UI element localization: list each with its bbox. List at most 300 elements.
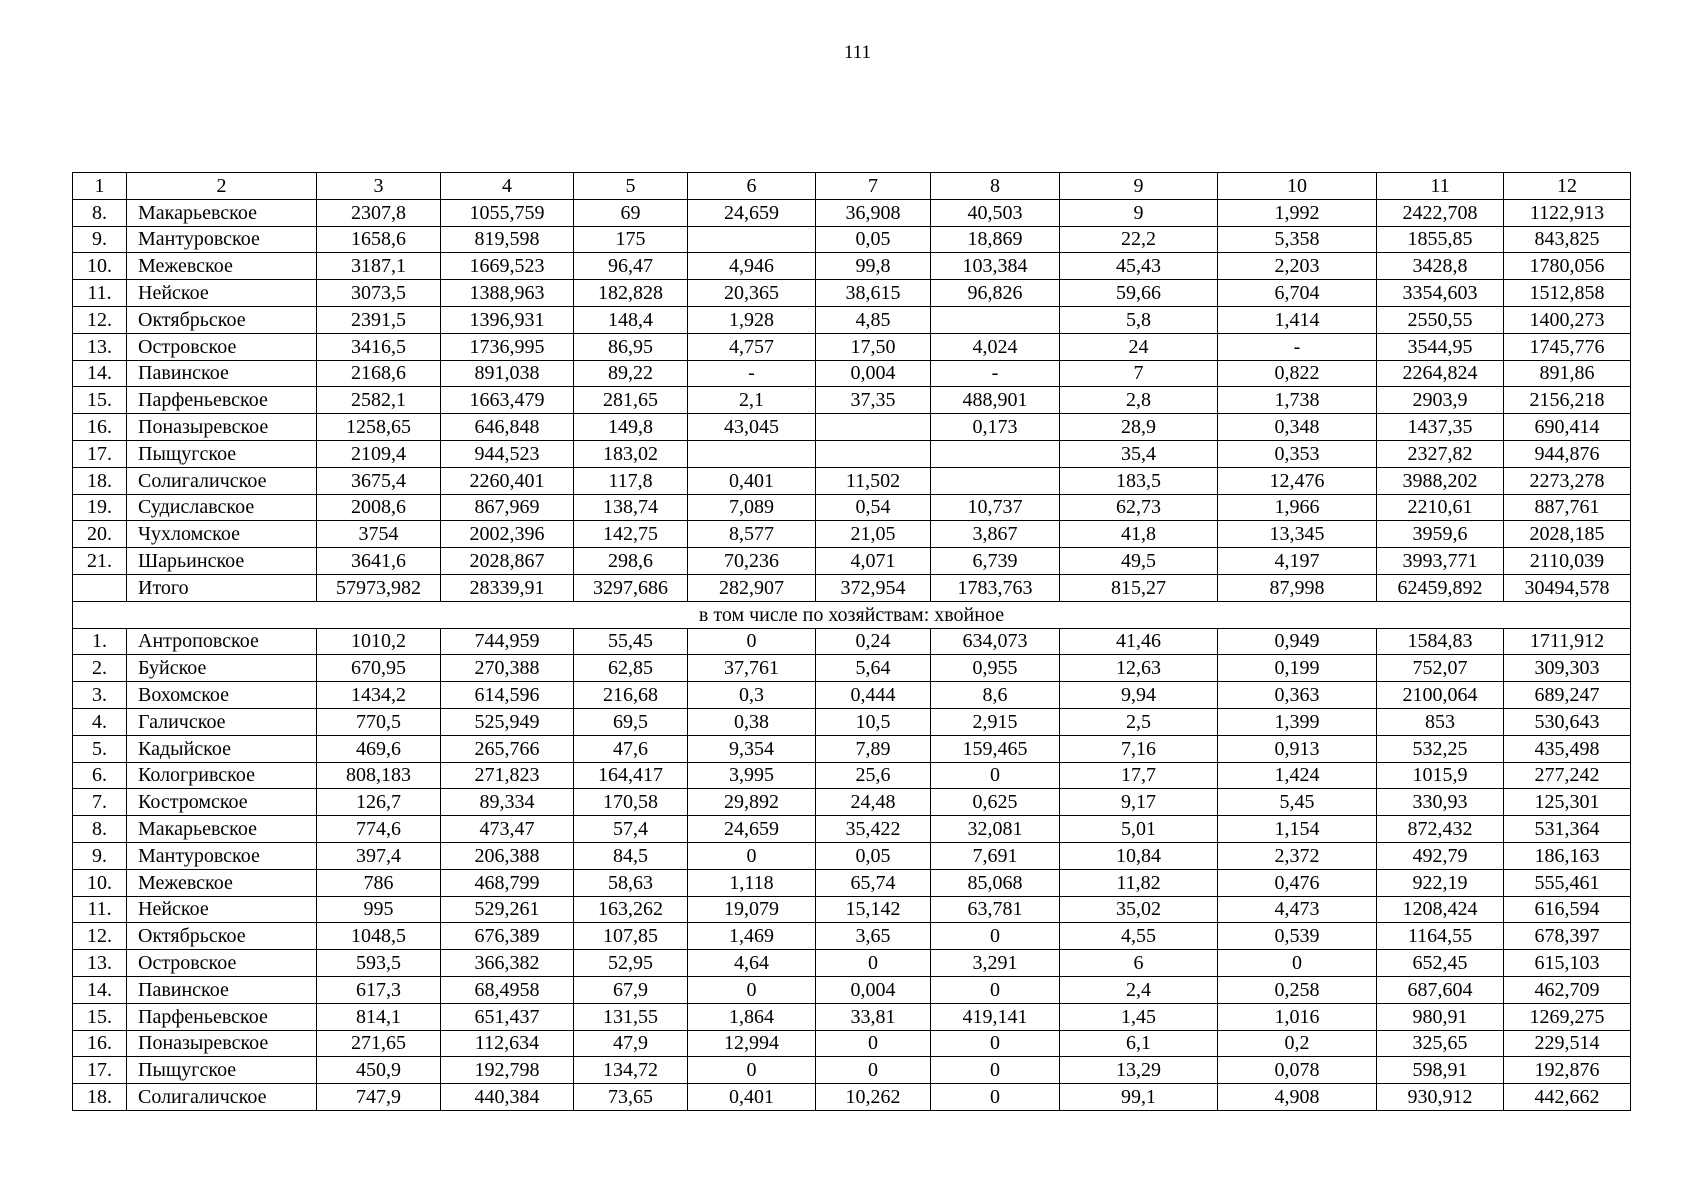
page-number: 111 <box>843 42 872 63</box>
value-cell: 99,8 <box>816 253 931 280</box>
row-number-cell: 9. <box>73 842 127 869</box>
value-cell: 85,068 <box>931 869 1060 896</box>
value-cell: 20,365 <box>688 280 816 307</box>
value-cell: 2,915 <box>931 708 1060 735</box>
value-cell: 529,261 <box>441 896 574 923</box>
value-cell: 525,949 <box>441 708 574 735</box>
value-cell: 2,5 <box>1060 708 1218 735</box>
table-row <box>73 280 1631 307</box>
row-number-cell: 12. <box>73 306 127 333</box>
value-cell: 0 <box>816 950 931 977</box>
value-cell: 891,86 <box>1504 360 1631 387</box>
value-cell: 18,869 <box>931 226 1060 253</box>
value-cell: 89,22 <box>574 360 688 387</box>
value-cell: 1783,763 <box>931 574 1060 601</box>
value-cell: 593,5 <box>317 950 441 977</box>
value-cell: 2110,039 <box>1504 548 1631 575</box>
value-cell: 1048,5 <box>317 923 441 950</box>
value-cell: 530,643 <box>1504 708 1631 735</box>
value-cell: 12,994 <box>688 1030 816 1057</box>
value-cell: 1,414 <box>1218 306 1377 333</box>
value-cell: 186,163 <box>1504 842 1631 869</box>
district-name-cell: Октябрьское <box>127 923 317 950</box>
value-cell: 265,766 <box>441 735 574 762</box>
value-cell: 0,401 <box>688 467 816 494</box>
value-cell: 891,038 <box>441 360 574 387</box>
value-cell: 37,35 <box>816 387 931 414</box>
row-number-cell: 14. <box>73 360 127 387</box>
value-cell: 366,382 <box>441 950 574 977</box>
value-cell: 182,828 <box>574 280 688 307</box>
district-name-cell: Парфеньевское <box>127 387 317 414</box>
district-name-cell: Шарьинское <box>127 548 317 575</box>
value-cell: 0,38 <box>688 708 816 735</box>
value-cell: 13,345 <box>1218 521 1377 548</box>
value-cell <box>931 440 1060 467</box>
value-cell: 5,64 <box>816 655 931 682</box>
table-row <box>73 682 1631 709</box>
value-cell: 614,596 <box>441 682 574 709</box>
value-cell: 397,4 <box>317 842 441 869</box>
district-name-cell: Парфеньевское <box>127 1003 317 1030</box>
value-cell: 0,05 <box>816 226 931 253</box>
value-cell: 47,6 <box>574 735 688 762</box>
value-cell: 1208,424 <box>1377 896 1504 923</box>
value-cell: 0,24 <box>816 628 931 655</box>
value-cell: 175 <box>574 226 688 253</box>
district-name-cell: Поназыревское <box>127 1030 317 1057</box>
value-cell: 980,91 <box>1377 1003 1504 1030</box>
value-cell: 0 <box>931 1057 1060 1084</box>
value-cell: 2,8 <box>1060 387 1218 414</box>
value-cell: 4,757 <box>688 333 816 360</box>
value-cell: 2582,1 <box>317 387 441 414</box>
district-name-cell: Макарьевское <box>127 816 317 843</box>
value-cell: 372,954 <box>816 574 931 601</box>
value-cell: 747,9 <box>317 1084 441 1111</box>
value-cell: 435,498 <box>1504 735 1631 762</box>
table-row <box>73 1003 1631 1030</box>
row-number-cell: 6. <box>73 762 127 789</box>
value-cell: 30494,578 <box>1504 574 1631 601</box>
row-number-cell: 17. <box>73 1057 127 1084</box>
value-cell: 462,709 <box>1504 976 1631 1003</box>
value-cell: 96,826 <box>931 280 1060 307</box>
value-cell: 887,761 <box>1504 494 1631 521</box>
district-name-cell: Поназыревское <box>127 414 317 441</box>
value-cell: 62459,892 <box>1377 574 1504 601</box>
column-number-cell: 8 <box>931 173 1060 200</box>
value-cell: - <box>931 360 1060 387</box>
table-row <box>73 789 1631 816</box>
row-number-cell: 19. <box>73 494 127 521</box>
value-cell: 5,01 <box>1060 816 1218 843</box>
value-cell: 65,74 <box>816 869 931 896</box>
value-cell: 1258,65 <box>317 414 441 441</box>
value-cell <box>688 440 816 467</box>
value-cell: 32,081 <box>931 816 1060 843</box>
column-number-cell: 10 <box>1218 173 1377 200</box>
value-cell: 1745,776 <box>1504 333 1631 360</box>
value-cell: 62,85 <box>574 655 688 682</box>
table-row <box>73 950 1631 977</box>
district-name-cell: Судиславское <box>127 494 317 521</box>
value-cell: 0,476 <box>1218 869 1377 896</box>
row-number-cell: 11. <box>73 896 127 923</box>
section-title-row <box>73 601 1631 628</box>
value-cell: 670,95 <box>317 655 441 682</box>
column-number-cell: 4 <box>441 173 574 200</box>
row-number-cell: 17. <box>73 440 127 467</box>
row-number-cell: 1. <box>73 628 127 655</box>
value-cell: 944,876 <box>1504 440 1631 467</box>
value-cell: 19,079 <box>688 896 816 923</box>
value-cell: 2210,61 <box>1377 494 1504 521</box>
row-number-cell: 10. <box>73 253 127 280</box>
district-name-cell: Островское <box>127 950 317 977</box>
value-cell: 0,3 <box>688 682 816 709</box>
value-cell: 488,901 <box>931 387 1060 414</box>
value-cell: 651,437 <box>441 1003 574 1030</box>
value-cell: 1711,912 <box>1504 628 1631 655</box>
value-cell: 3959,6 <box>1377 521 1504 548</box>
district-name-cell: Буйское <box>127 655 317 682</box>
value-cell: 271,65 <box>317 1030 441 1057</box>
district-name-cell: Островское <box>127 333 317 360</box>
row-number-cell: 13. <box>73 950 127 977</box>
value-cell: 1736,995 <box>441 333 574 360</box>
value-cell: 9,94 <box>1060 682 1218 709</box>
value-cell: 0 <box>688 976 816 1003</box>
value-cell: 0,199 <box>1218 655 1377 682</box>
value-cell <box>816 414 931 441</box>
table-row <box>73 387 1631 414</box>
value-cell: 615,103 <box>1504 950 1631 977</box>
district-name-cell: Павинское <box>127 976 317 1003</box>
row-number-cell: 4. <box>73 708 127 735</box>
row-number-cell: 10. <box>73 869 127 896</box>
value-cell: 468,799 <box>441 869 574 896</box>
value-cell: 652,45 <box>1377 950 1504 977</box>
table-row <box>73 467 1631 494</box>
value-cell: 2028,867 <box>441 548 574 575</box>
value-cell: 689,247 <box>1504 682 1631 709</box>
value-cell: 555,461 <box>1504 869 1631 896</box>
value-cell: 930,912 <box>1377 1084 1504 1111</box>
value-cell: 1780,056 <box>1504 253 1631 280</box>
district-name-cell: Солигаличское <box>127 1084 317 1111</box>
value-cell: 58,63 <box>574 869 688 896</box>
value-cell: 6,1 <box>1060 1030 1218 1057</box>
value-cell: 678,397 <box>1504 923 1631 950</box>
value-cell: 271,823 <box>441 762 574 789</box>
value-cell: - <box>688 360 816 387</box>
value-cell: 40,503 <box>931 199 1060 226</box>
value-cell: 532,25 <box>1377 735 1504 762</box>
value-cell: 3073,5 <box>317 280 441 307</box>
table-row <box>73 440 1631 467</box>
value-cell: 29,892 <box>688 789 816 816</box>
value-cell: 3641,6 <box>317 548 441 575</box>
value-cell: 282,907 <box>688 574 816 601</box>
value-cell: 617,3 <box>317 976 441 1003</box>
value-cell: 598,91 <box>1377 1057 1504 1084</box>
value-cell: 944,523 <box>441 440 574 467</box>
value-cell: 770,5 <box>317 708 441 735</box>
value-cell: 7,16 <box>1060 735 1218 762</box>
value-cell: 0,625 <box>931 789 1060 816</box>
value-cell: 216,68 <box>574 682 688 709</box>
value-cell: 2550,55 <box>1377 306 1504 333</box>
value-cell: 38,615 <box>816 280 931 307</box>
value-cell: 1,864 <box>688 1003 816 1030</box>
value-cell: 2264,824 <box>1377 360 1504 387</box>
table-row <box>73 1084 1631 1111</box>
district-name-cell: Нейское <box>127 280 317 307</box>
district-name-cell: Макарьевское <box>127 199 317 226</box>
value-cell: 808,183 <box>317 762 441 789</box>
value-cell: 0,949 <box>1218 628 1377 655</box>
value-cell: 1269,275 <box>1504 1003 1631 1030</box>
value-cell: 0,258 <box>1218 976 1377 1003</box>
value-cell: 99,1 <box>1060 1084 1218 1111</box>
value-cell: 9,354 <box>688 735 816 762</box>
value-cell: - <box>1218 333 1377 360</box>
value-cell: 134,72 <box>574 1057 688 1084</box>
table-body <box>73 173 1631 1111</box>
value-cell: 0,913 <box>1218 735 1377 762</box>
value-cell: 103,384 <box>931 253 1060 280</box>
column-number-cell: 6 <box>688 173 816 200</box>
table-row <box>73 655 1631 682</box>
value-cell: 10,262 <box>816 1084 931 1111</box>
value-cell: 1,118 <box>688 869 816 896</box>
value-cell: 84,5 <box>574 842 688 869</box>
district-name-cell: Кадыйское <box>127 735 317 762</box>
value-cell: 1122,913 <box>1504 199 1631 226</box>
value-cell: 24,659 <box>688 816 816 843</box>
district-name-cell: Межевское <box>127 253 317 280</box>
value-cell <box>688 226 816 253</box>
value-cell <box>931 467 1060 494</box>
value-cell: 5,45 <box>1218 789 1377 816</box>
value-cell: 2109,4 <box>317 440 441 467</box>
value-cell: 149,8 <box>574 414 688 441</box>
district-name-cell: Антроповское <box>127 628 317 655</box>
table-row <box>73 199 1631 226</box>
row-number-cell: 18. <box>73 1084 127 1111</box>
value-cell: 1663,479 <box>441 387 574 414</box>
value-cell: 0 <box>931 762 1060 789</box>
value-cell: 3,995 <box>688 762 816 789</box>
value-cell: 4,55 <box>1060 923 1218 950</box>
value-cell: 7 <box>1060 360 1218 387</box>
value-cell: 2327,82 <box>1377 440 1504 467</box>
value-cell: 531,364 <box>1504 816 1631 843</box>
value-cell: 1512,858 <box>1504 280 1631 307</box>
district-name-cell: Павинское <box>127 360 317 387</box>
value-cell: 0,004 <box>816 360 931 387</box>
value-cell: 35,422 <box>816 816 931 843</box>
value-cell: 107,85 <box>574 923 688 950</box>
value-cell: 0 <box>931 923 1060 950</box>
value-cell: 4,071 <box>816 548 931 575</box>
value-cell: 3428,8 <box>1377 253 1504 280</box>
value-cell: 11,82 <box>1060 869 1218 896</box>
district-name-cell: Нейское <box>127 896 317 923</box>
value-cell: 0 <box>931 976 1060 1003</box>
value-cell: 469,6 <box>317 735 441 762</box>
district-name-cell: Пыщугское <box>127 440 317 467</box>
value-cell: 59,66 <box>1060 280 1218 307</box>
column-number-cell: 2 <box>127 173 317 200</box>
value-cell: 24,659 <box>688 199 816 226</box>
district-name-cell: Мантуровское <box>127 226 317 253</box>
value-cell: 3,65 <box>816 923 931 950</box>
district-name-cell: Межевское <box>127 869 317 896</box>
value-cell: 922,19 <box>1377 869 1504 896</box>
value-cell: 1,966 <box>1218 494 1377 521</box>
table-row <box>73 333 1631 360</box>
district-name-cell: Пыщугское <box>127 1057 317 1084</box>
value-cell: 45,43 <box>1060 253 1218 280</box>
value-cell: 126,7 <box>317 789 441 816</box>
value-cell: 12,476 <box>1218 467 1377 494</box>
value-cell: 41,46 <box>1060 628 1218 655</box>
value-cell: 1164,55 <box>1377 923 1504 950</box>
value-cell: 21,05 <box>816 521 931 548</box>
value-cell: 744,959 <box>441 628 574 655</box>
value-cell: 10,5 <box>816 708 931 735</box>
value-cell: 774,6 <box>317 816 441 843</box>
value-cell: 309,303 <box>1504 655 1631 682</box>
district-name-cell: Вохомское <box>127 682 317 709</box>
value-cell: 270,388 <box>441 655 574 682</box>
value-cell: 0 <box>1218 950 1377 977</box>
value-cell: 62,73 <box>1060 494 1218 521</box>
value-cell: 35,4 <box>1060 440 1218 467</box>
value-cell: 1,016 <box>1218 1003 1377 1030</box>
value-cell: 52,95 <box>574 950 688 977</box>
value-cell: 1,399 <box>1218 708 1377 735</box>
table-header-row <box>73 173 1631 200</box>
value-cell: 13,29 <box>1060 1057 1218 1084</box>
value-cell: 646,848 <box>441 414 574 441</box>
value-cell: 0,173 <box>931 414 1060 441</box>
table-row <box>73 253 1631 280</box>
value-cell: 0,078 <box>1218 1057 1377 1084</box>
value-cell: 12,63 <box>1060 655 1218 682</box>
value-cell: 1584,83 <box>1377 628 1504 655</box>
value-cell: 0,05 <box>816 842 931 869</box>
value-cell: 0,539 <box>1218 923 1377 950</box>
value-cell: 634,073 <box>931 628 1060 655</box>
value-cell: 9,17 <box>1060 789 1218 816</box>
value-cell: 24 <box>1060 333 1218 360</box>
value-cell: 3993,771 <box>1377 548 1504 575</box>
district-name-cell: Солигаличское <box>127 467 317 494</box>
value-cell: 281,65 <box>574 387 688 414</box>
value-cell: 142,75 <box>574 521 688 548</box>
value-cell: 6 <box>1060 950 1218 977</box>
value-cell: 0,401 <box>688 1084 816 1111</box>
value-cell: 159,465 <box>931 735 1060 762</box>
row-number-cell: 20. <box>73 521 127 548</box>
value-cell: 2903,9 <box>1377 387 1504 414</box>
table-row <box>73 548 1631 575</box>
value-cell: 37,761 <box>688 655 816 682</box>
value-cell: 492,79 <box>1377 842 1504 869</box>
value-cell: 206,388 <box>441 842 574 869</box>
value-cell: 57973,982 <box>317 574 441 601</box>
value-cell: 616,594 <box>1504 896 1631 923</box>
table-row <box>73 628 1631 655</box>
value-cell <box>931 306 1060 333</box>
value-cell: 17,50 <box>816 333 931 360</box>
value-cell: 2273,278 <box>1504 467 1631 494</box>
value-cell: 786 <box>317 869 441 896</box>
value-cell: 440,384 <box>441 1084 574 1111</box>
value-cell: 87,998 <box>1218 574 1377 601</box>
value-cell: 96,47 <box>574 253 688 280</box>
value-cell: 192,876 <box>1504 1057 1631 1084</box>
value-cell: 8,6 <box>931 682 1060 709</box>
value-cell: 853 <box>1377 708 1504 735</box>
value-cell: 298,6 <box>574 548 688 575</box>
value-cell: 4,64 <box>688 950 816 977</box>
row-number-cell: 16. <box>73 1030 127 1057</box>
value-cell: 690,414 <box>1504 414 1631 441</box>
value-cell: 43,045 <box>688 414 816 441</box>
value-cell: 0 <box>931 1084 1060 1111</box>
value-cell: 1658,6 <box>317 226 441 253</box>
column-number-cell: 7 <box>816 173 931 200</box>
section-title: в том числе по хозяйствам: хвойное <box>73 601 1631 628</box>
value-cell: 138,74 <box>574 494 688 521</box>
value-cell: 814,1 <box>317 1003 441 1030</box>
value-cell: 843,825 <box>1504 226 1631 253</box>
column-number-cell: 9 <box>1060 173 1218 200</box>
value-cell: 3354,603 <box>1377 280 1504 307</box>
value-cell: 10,84 <box>1060 842 1218 869</box>
value-cell: 6,739 <box>931 548 1060 575</box>
value-cell: 2,203 <box>1218 253 1377 280</box>
value-cell: 2307,8 <box>317 199 441 226</box>
row-number-cell: 8. <box>73 199 127 226</box>
value-cell: 183,02 <box>574 440 688 467</box>
row-number-cell: 15. <box>73 1003 127 1030</box>
value-cell: 1400,273 <box>1504 306 1631 333</box>
value-cell: 67,9 <box>574 976 688 1003</box>
value-cell: 0 <box>931 1030 1060 1057</box>
district-name-cell: Кологривское <box>127 762 317 789</box>
value-cell: 872,432 <box>1377 816 1504 843</box>
value-cell: 867,969 <box>441 494 574 521</box>
value-cell: 2,372 <box>1218 842 1377 869</box>
value-cell: 277,242 <box>1504 762 1631 789</box>
value-cell: 24,48 <box>816 789 931 816</box>
value-cell: 68,4958 <box>441 976 574 1003</box>
value-cell: 3187,1 <box>317 253 441 280</box>
value-cell: 819,598 <box>441 226 574 253</box>
value-cell: 183,5 <box>1060 467 1218 494</box>
value-cell: 1396,931 <box>441 306 574 333</box>
row-number-cell: 2. <box>73 655 127 682</box>
value-cell: 73,65 <box>574 1084 688 1111</box>
row-number-cell: 12. <box>73 923 127 950</box>
value-cell: 676,389 <box>441 923 574 950</box>
value-cell: 4,197 <box>1218 548 1377 575</box>
